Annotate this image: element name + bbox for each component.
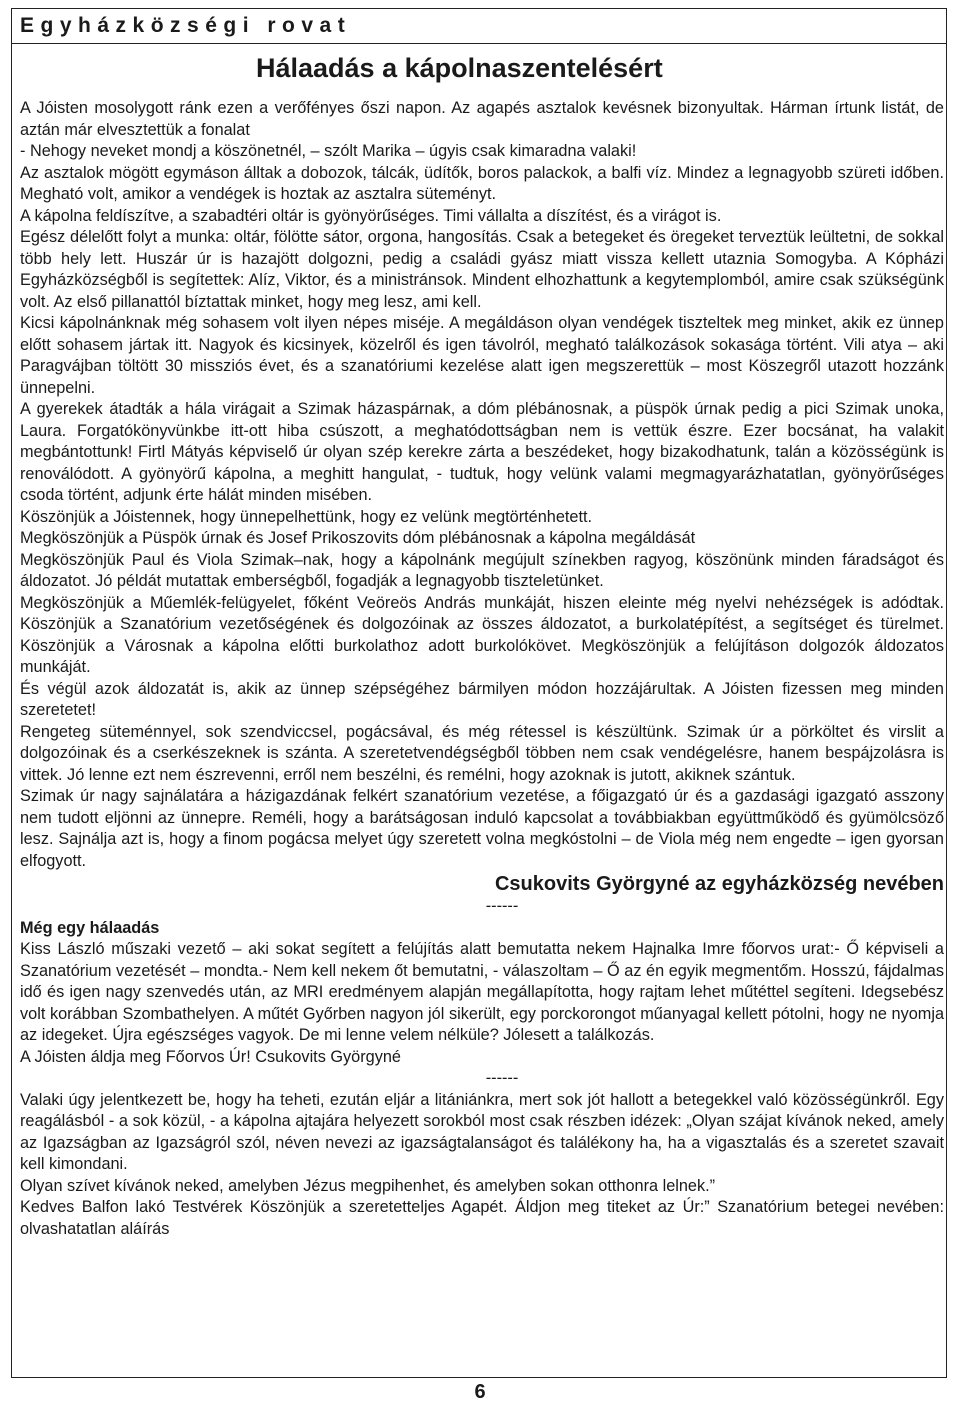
section-header: Egyházközségi rovat bbox=[20, 14, 352, 37]
page-number: 6 bbox=[474, 1381, 486, 1403]
paragraph: Rengeteg süteménnyel, sok szendviccsel, pogácsával, és még rétessel is készültünk. Szimak úr a pörköltet és virslit a dolgozóinak és a cserkészeknek is szánta. A szeretetvendégségből többen nem csak vendégelésre, hanem bespájzolásra is vittek. Jó lenne ezt nem észrevenni, erről nem beszélni, és remélni, hogy azoknak is jutott, akiknek szántuk. bbox=[20, 722, 944, 784]
paragraph: A gyerekek átadták a hála virágait a Szimak házaspárnak, a dóm plébánosnak, a püspök úrnak pedig a pici Szimak unoka, Laura. Forgatókönyvünkbe itt-ott hiba csúszott, a meghatódottságban nem is vettük észre. Ezer bocsánat, ha valakit megbántottunk! Firtl Mátyás képviselő úr olyan szép kerekre zárta a beszédeket, hogy bizakodhatunk, talán a közösségünk is renoválódott. A gyönyörű kápolna, a meghitt hangulat, - tudtuk, hogy velünk valami megmagyarázhatatlan, gyönyörűséges csoda történt, adjunk érte hálát minden misében. bbox=[20, 400, 944, 504]
paragraph: A Jóisten mosolygott ránk ezen a verőfényes őszi napon. Az agapés asztalok kevésnek bizonyultak. Hárman írtunk listát, de aztán már elvesztettük a fonalat bbox=[20, 99, 944, 139]
paragraph: Megköszönjük a Püspök úrnak és Josef Prikoszovits dóm plébánosnak a kápolna megáldását bbox=[20, 529, 696, 547]
paragraph: A Jóisten áldja meg Főorvos Úr! Csukovits Györgyné bbox=[20, 1047, 401, 1066]
paragraph: A kápolna feldíszítve, a szabadtéri oltár is gyönyörűséges. Timi vállalta a díszítést, és a virágot is. bbox=[20, 206, 722, 225]
paragraph: Valaki úgy jelentkezett be, hogy ha teheti, ezután eljár a litániánkra, mert sok jót hallott a betegekkel való közösségünkről. Egy reagálásból - a sok közül, - a kápolna ajtajára helyezett sorokból most csak részben idézek: „Olyan szájat kívánok neked, amely az Igazságban az Igazságról szól, néven nevezi az igazságtalanságot és találékony ha, ha a vigasztalás és a szeretet szavait kell kimondani. bbox=[20, 1090, 944, 1173]
paragraph: Kicsi kápolnánknak még sohasem volt ilyen népes miséje. A megáldáson olyan vendégek tiszteltek meg minket, akik ez ünnep előtt sohasem jártak itt. Nagyok és kicsinyek, közelről és igen távolról, megható találkozások sokasága történt. Vili atya – aki Paragvájban töltött 30 missziós évet, és a szanatóriumi kezelése alatt igen megszerettük – most Köszegről utazott hozzánk ünnepelni. bbox=[20, 314, 944, 397]
paragraph: Megköszönjük a Műemlék-felügyelet, főként Veöreös András munkáját, hiszen eleinte még nyelvi nehézségek is adódtak. Köszönjük a Szanatórium vezetőségének és dolgozóinak az összes áldozatot, a burkolatépítést, a segítséget és türelmet. Köszönjük a Városnak a kápolna előtti burkolathoz adott burkolókövet. Megköszönjük a felújításon dolgozók áldozatos munkáját. bbox=[20, 593, 944, 676]
paragraph: Az asztalok mögött egymáson álltak a dobozok, tálcák, üdítők, boros palackok, a balfi víz. Mindez a legnagyobb szüreti időben. Megható volt, amikor a vendégek is hoztak az asztalra süteményt. bbox=[20, 163, 944, 203]
separator: ------ bbox=[485, 897, 519, 915]
paragraph: Kiss László műszaki vezető – aki sokat segített a felújítás alatt bemutatta nekem Hajnalka Imre főorvos urat:- Ő képviseli a Szanatórium vezetését – mondta.- Nem kell nekem őt bemutatni, - válaszoltam – Ő az én egyik megmentőm. Hosszú, fájdalmas idő és igen nagy szenvedés után, az MRI eredményem alapján megállapította, hogy rajtam lehet műtéttel segíteni. Idegsebész volt korábban Szombathelyen. A műtét Győrben nagyon jól sikerült, egy porckorongot műanyagal kellett pótolni, hogy ne nyomja az idegeket. Újra egészséges vagyok. De mi lenne velem nélküle? Jólesett a találkozás. bbox=[20, 940, 944, 1044]
paragraph: Kedves Balfon lakó Testvérek Köszönjük a szeretetteljes Agapét. Áldjon meg titeket az Úr:” Szanatórium betegei nevében: olvashatatlan aláírás bbox=[20, 1198, 944, 1238]
paragraph: Megköszönjük Paul és Viola Szimak–nak, hogy a kápolnánk megújult színekben ragyog, köszönünk minden fáradságot és áldozatot. Jó példát mutattak emberségből, fogadják a legnagyobb tiszteletünket. bbox=[20, 550, 944, 590]
article-body bbox=[20, 98, 944, 1240]
paragraph: Szimak úr nagy sajnálatára a házigazdának felkért szanatórium vezetése, a főigazgató úr és a gazdasági igazgató asszony nem tudott eljönni az ünnepre. Reméli, hogy a barátságosan induló kapcsolat a továbbiakban együttműködő és gyümölcsöző lesz. Sajnálja azt is, hogy a finom pogácsa melyet úgy szeretett volna megkóstolni – de Viola még nem engedte – igen gyorsan elfogyott. bbox=[20, 787, 944, 870]
subheading: Még egy hálaadás bbox=[20, 918, 160, 937]
paragraph: Egész délelőtt folyt a munka: oltár, fölötte sátor, orgona, hangosítás. Csak a betegeket és öregeket terveztük leültetni, de sokkal több hely lett. Huszár úr is hazajött dolgozni, pedig a családi gyász miatt vissza kellett utaznia Somogyba. A Kópházi Egyházközségből is segítettek: Alíz, Viktor, és a ministránsok. Mindent elhozhattunk a kegytemplomból, amire csak szükségünk volt. Az első pillanattól bíztattak minket, hogy meg lesz, ami kell. bbox=[20, 228, 944, 311]
separator: ------ bbox=[485, 1069, 519, 1087]
header-rule bbox=[11, 43, 947, 44]
paragraph: Olyan szívet kívánok neked, amelyben Jézus megpihenhet, és amelyben sokan otthonra lelnek.” bbox=[20, 1176, 716, 1195]
paragraph: És végül azok áldozatát is, akik az ünnep szépségéhez bármilyen módon hozzájárultak. A Jóisten fizessen meg minden szeretetet! bbox=[20, 679, 944, 719]
paragraph: Köszönjük a Jóistennek, hogy ünnepelhettünk, hogy ez velünk megtörténhetett. bbox=[20, 507, 593, 526]
article-signature: Csukovits Györgyné az egyházközség nevében bbox=[494, 873, 944, 895]
paragraph: - Nehogy neveket mondj a köszönetnél, – szólt Marika – úgyis csak kimaradna valaki! bbox=[20, 142, 637, 160]
article-title: Hálaadás a kápolnaszentelésért bbox=[256, 53, 663, 83]
